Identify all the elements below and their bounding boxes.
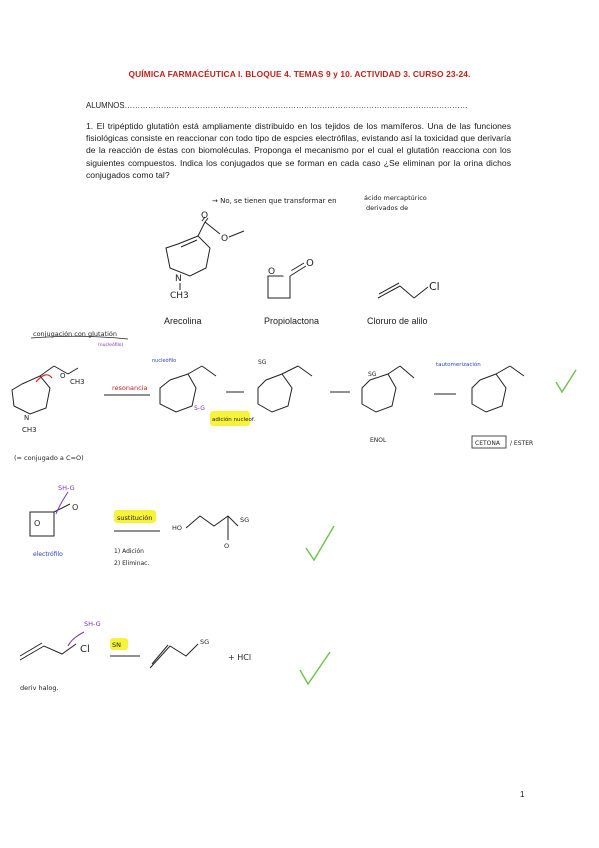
hw-nucleofilo2: nucleófilo <box>152 358 177 364</box>
hw-sh-g-2: SH-G <box>84 620 101 628</box>
hw-tautomerizacion: tautomerización <box>436 362 481 368</box>
prop-product-o: O <box>224 542 230 550</box>
hw-sg-1: SG <box>258 359 267 366</box>
check-mark-1 <box>556 370 576 392</box>
mech-o: O <box>60 372 66 380</box>
mech-ch3: CH3 <box>70 378 85 386</box>
question-text: 1. El tripéptido glutatión está ampliamente distribuido en los tejidos de los mamíferos. Una de las funciones fisiológicas consiste en reaccionar con todo tipo de espcies electrófilas, evistando así la toxicidad que derivaría de la reacción de éstas con biomoléculas. Proponga el mecanismo por el cual el glutatión reacciona con los siguientes compuestos. Indica los conjugados que se forman en cada caso ¿Se eliminan por la orina dichos conjugados como tal? <box>86 121 511 180</box>
compound-label-arecolina: Arecolina <box>164 316 202 326</box>
hw-s-g: S-G <box>194 405 205 412</box>
hw-adicion-nucleof: adición nucleof. <box>212 417 256 423</box>
hw-sn: SN <box>112 641 121 649</box>
svg-text:O: O <box>283 268 291 278</box>
answer-note-derivados: derivados de <box>366 204 409 212</box>
hw-sustitucion: sustitución <box>117 514 153 522</box>
propiolactone-o1: O <box>268 267 276 277</box>
answer-note-acid: ácido mercaptúrico <box>364 194 427 202</box>
mech-ch3-b: CH3 <box>22 426 37 434</box>
arecoline-n: N <box>175 274 182 284</box>
prop-mech-o2: O <box>72 503 79 512</box>
page-number: 1 <box>520 790 525 799</box>
mech-n: N <box>24 414 30 422</box>
answer-note: → No, se tienen que transformar en <box>212 197 337 205</box>
check-mark-3 <box>300 652 330 684</box>
check-mark-2 <box>306 526 334 560</box>
hw-conjugado-cco: (= conjugado a C=O) <box>14 454 84 462</box>
prop-mech-o1: O <box>34 519 41 528</box>
hw-deriv-halog: deriv halog. <box>20 684 59 692</box>
hw-ester: / ESTER <box>510 440 534 447</box>
arecoline-mech-1 <box>12 366 78 414</box>
arecoline-mech-5 <box>472 366 524 412</box>
hw-electrofilo: electrófilo <box>33 551 63 558</box>
hw-step2: 2) Eliminac. <box>114 560 150 567</box>
document-title: QUÍMICA FARMACÉUTICA I. BLOQUE 4. TEMAS 9 y 10. ACTIVIDAD 3. CURSO 23-24. <box>128 69 471 79</box>
compound-label-propiolactona: Propiolactona <box>264 316 320 326</box>
hw-sg-4: SG <box>200 638 210 646</box>
propiolactone-o2: O <box>306 258 314 269</box>
hw-sg-2: SG <box>368 371 377 378</box>
hw-step1: 1) Adición <box>114 548 144 555</box>
hw-cetona: CETONA <box>475 440 500 447</box>
hw-sh-g-1: SH-G <box>58 484 75 492</box>
arecoline-mech-3 <box>258 366 312 412</box>
arecoline-o1: O <box>201 211 209 221</box>
students-line: ALUMNOS…………………………………………………………………………………………………………………… <box>86 101 468 110</box>
arecoline-ch3: CH3 <box>170 291 189 301</box>
allyl-chloride-structure <box>378 283 428 298</box>
hw-conjugation: conjugación con glutatión <box>33 330 118 338</box>
compound-label-cloruro-alilo: Cloruro de alilo <box>367 316 428 326</box>
arecoline-o2: O <box>221 234 229 244</box>
arecoline-structure <box>166 217 220 276</box>
hw-sg-3: SG <box>240 516 250 524</box>
allyl-mech-cl: Cl <box>80 644 90 655</box>
hw-resonancia: resonancia <box>112 384 148 392</box>
allyl-cl: Cl <box>429 280 440 293</box>
hw-hcl: + HCl <box>228 653 252 662</box>
hw-enol: ENOL <box>370 437 387 444</box>
hw-nucleofilo: (nucleófilo) <box>98 343 124 348</box>
hw-ho: HO <box>172 524 183 532</box>
arecoline-mech-2 <box>160 366 216 412</box>
